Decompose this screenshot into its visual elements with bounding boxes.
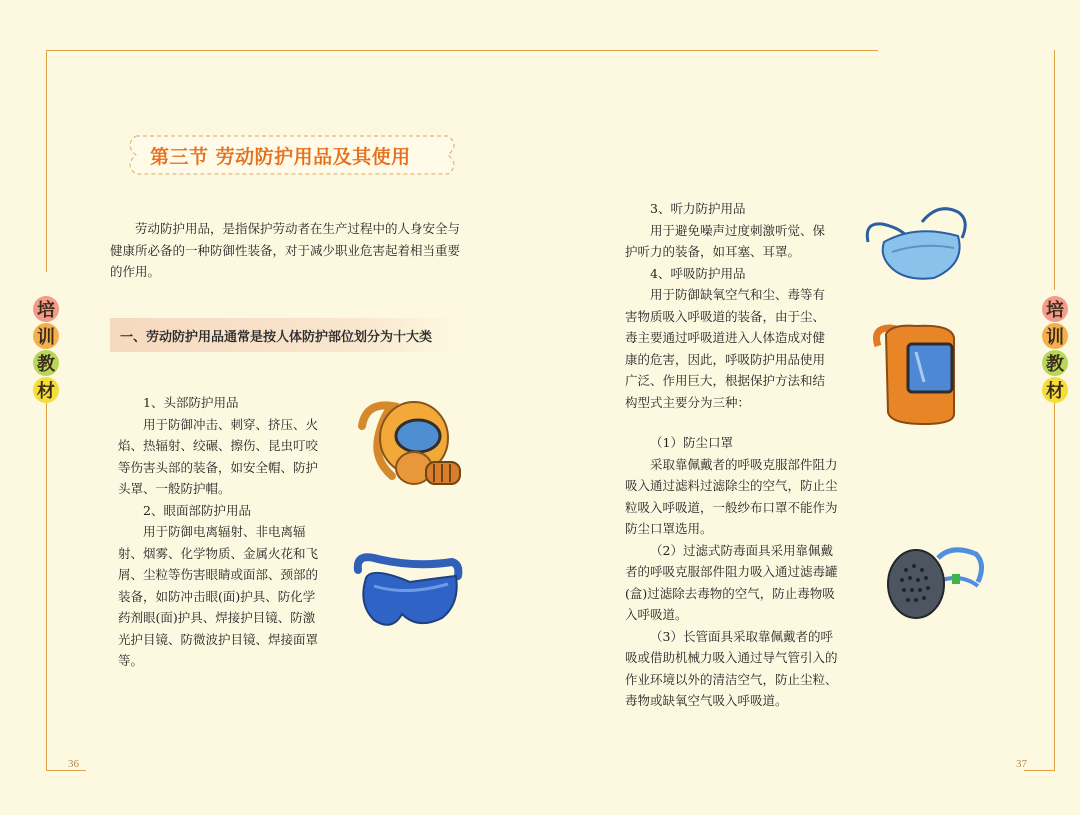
- goggles-icon: [352, 548, 464, 638]
- sub-heading: [110, 318, 460, 352]
- side-badge-left: [33, 296, 59, 404]
- dust-body: 采取靠佩戴者的呼吸克服部件阻力吸入通过滤料过滤除尘的空气，防止尘粒吸入呼吸道，一般纱布口罩不能作为防尘口罩选用。: [625, 456, 838, 536]
- intro-paragraph: 劳动防护用品，是指保护劳动者在生产过程中的人身安全与健康所必备的一种防御性装备，对于减少职业危害起着相当重要的作用。: [110, 221, 461, 279]
- respirator-hood-icon: [868, 316, 964, 428]
- gas-mask-icon: [352, 398, 464, 502]
- hearing-title: 3、听力防护用品: [650, 201, 746, 216]
- badge-char: 教: [33, 350, 59, 376]
- eye-title: 2、眼面部防护用品: [143, 502, 251, 518]
- badge-char: 教: [1042, 350, 1068, 376]
- dust-title: （1）防尘口罩: [650, 435, 733, 450]
- face-mask-icon: [862, 202, 974, 286]
- page-number-right: 37: [1016, 758, 1027, 770]
- frame-bottom-right-line: [1024, 770, 1055, 771]
- hose-body: （3）长管面具采取靠佩戴者的呼吸或借助机械力吸入通过导气管引入的作业环境以外的清洁空气，防止尘粒、毒物或缺氧空气吸入呼吸道。: [625, 628, 838, 708]
- hearing-body: 用于避免噪声过度刺激听觉、保护听力的装备，如耳塞、耳罩。: [625, 222, 826, 259]
- frame-left-line: [46, 50, 47, 272]
- frame-left-line-lower: [46, 402, 47, 770]
- resp-body: 用于防御缺氧空气和尘、毒等有害物质吸入呼吸道的装备，由于尘、毒主要通过呼吸道进入人体造成对健康的危害，因此，呼吸防护用品使用广泛、作用巨大，根据保护方法和结构型式主要分为三种：: [625, 287, 826, 410]
- eye-body: 用于防御电离辐射、非电离辐射、烟雾、化学物质、金属火花和飞屑、尘粒等伤害眼睛或面部、颈部的装备，如防冲击眼(面)护具、防化学药剂眼(面)护具、焊接护目镜、防激光护目镜、防微波护目镜、焊接面罩等。: [118, 524, 319, 668]
- badge-char: 培: [33, 296, 59, 322]
- badge-char: 训: [33, 323, 59, 349]
- head-protection-block: [118, 392, 324, 672]
- frame-right-line-lower: [1054, 402, 1055, 770]
- dust-respirator-icon: [882, 540, 986, 624]
- frame-right-line: [1054, 50, 1055, 290]
- section-title: [122, 133, 460, 175]
- side-badge-right: [1042, 296, 1068, 404]
- frame-top-line: [46, 50, 878, 51]
- badge-char: 材: [1042, 377, 1068, 403]
- sub-heading-text: 一、劳动防护用品通常是按人体防护部位划分为十大类: [120, 330, 433, 345]
- head-body: 用于防御冲击、刺穿、挤压、火焰、热辐射、绞碾、擦伤、昆虫叮咬等伤害头部的装备，如安全帽、防护头罩、一般防护帽。: [118, 416, 319, 496]
- head-title: 1、头部防护用品: [143, 395, 239, 410]
- frame-bottom-left-line: [46, 770, 86, 771]
- resp-title: 4、呼吸防护用品: [650, 265, 746, 281]
- filter-body: （2）过滤式防毒面具采用靠佩戴者的呼吸克服部件阻力吸入通过滤毒罐(盒)过滤除去毒物的空气，防止毒物吸入呼吸道。: [625, 542, 838, 622]
- respirator-types-block: [625, 432, 841, 712]
- page-number-left: 36: [68, 758, 79, 770]
- section-title-text: 第三节 劳动防护用品及其使用: [150, 146, 411, 168]
- badge-char: 培: [1042, 296, 1068, 322]
- badge-char: 材: [33, 377, 59, 403]
- hearing-resp-block: [625, 198, 835, 413]
- badge-char: 训: [1042, 323, 1068, 349]
